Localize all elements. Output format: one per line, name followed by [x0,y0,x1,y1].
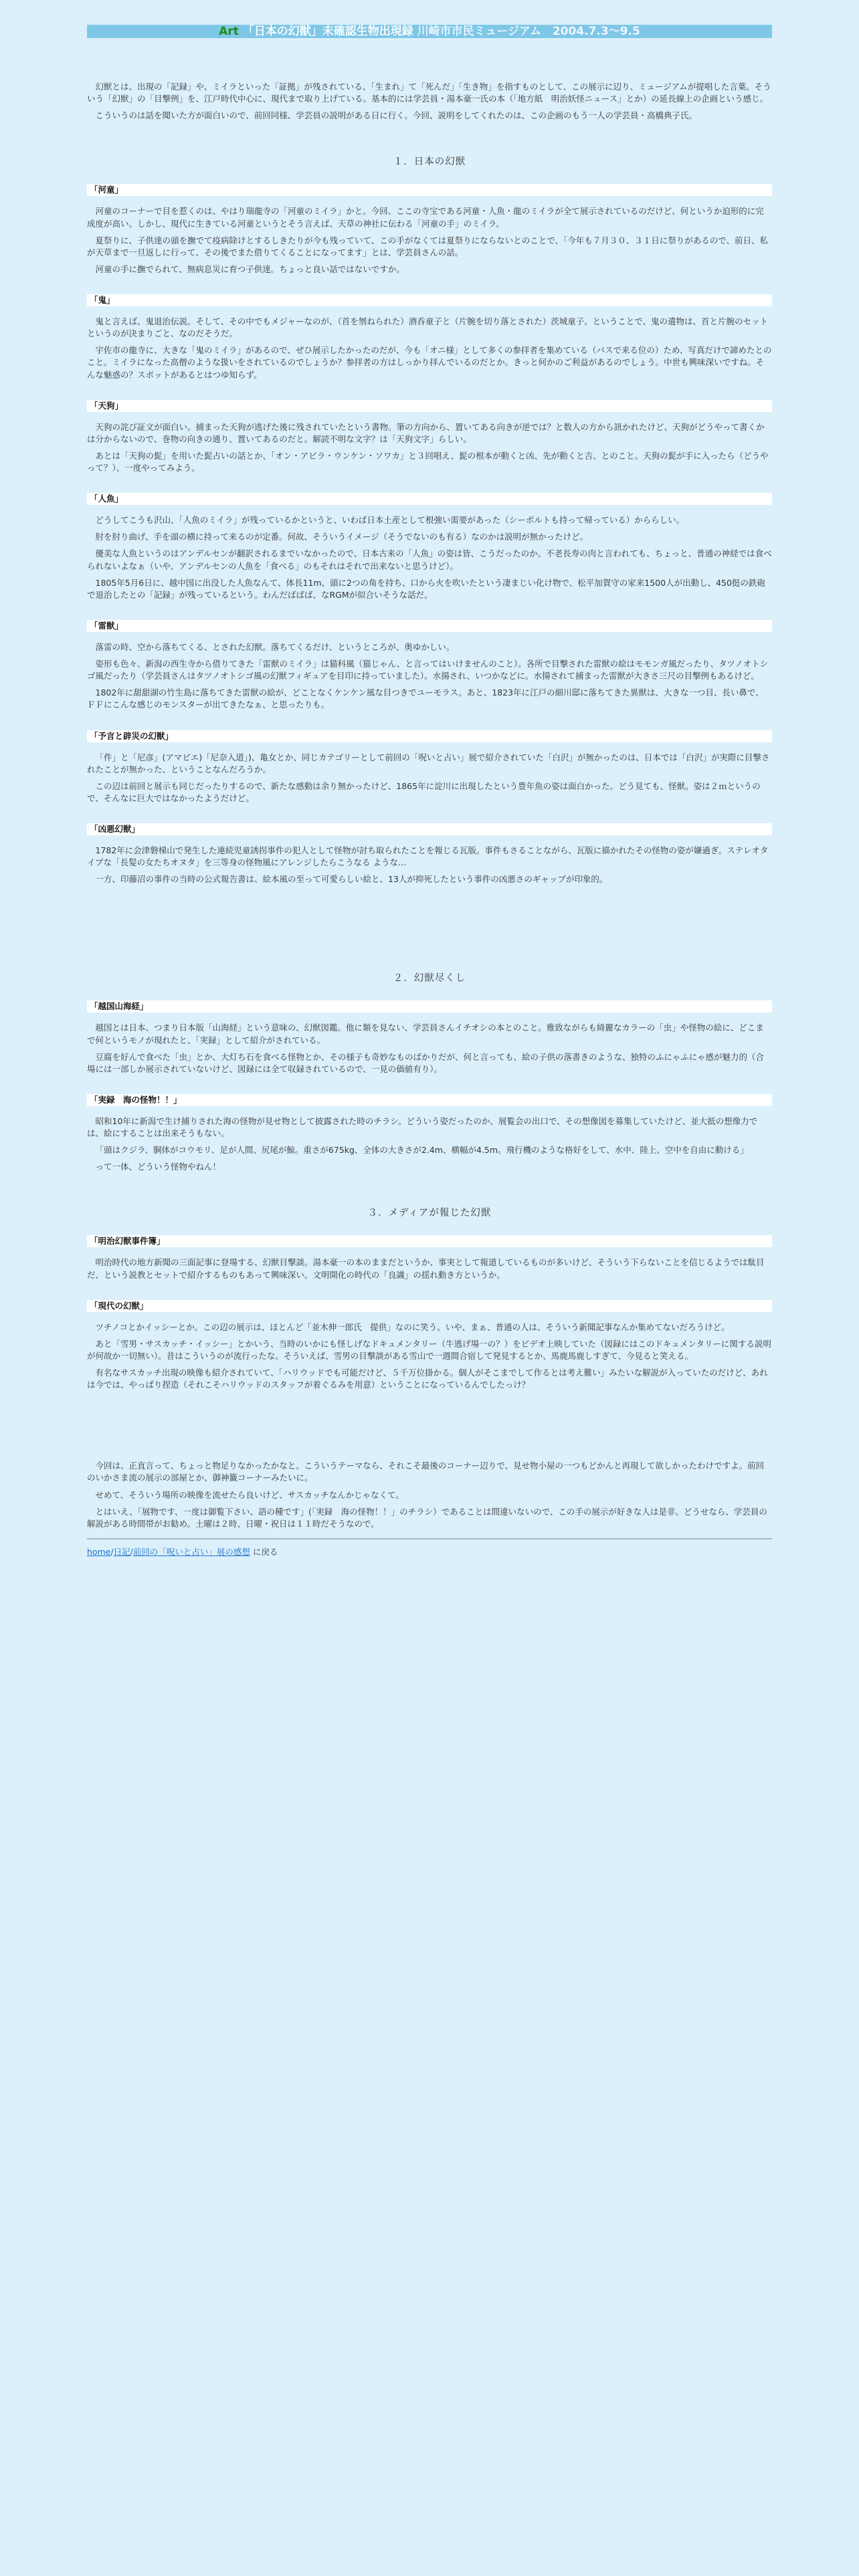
paragraph: 肘を肘り曲げ、手を頭の横に持って来るのが定番。何故、そういうイメージ（そうでないのも有る）なのかは説明が無かったけど。 [95,532,589,542]
paragraph: 豆腐を好んで食べた「虫」とか、大灯ち石を食べる怪物とか、その様子も奇妙なものばかりだが、何と言っても、絵の子供の落書きのような、独特のふにゃふにゃ感が魅力的（合場には一部しか展示されていないけど、図録には全て収録されているので、一見の価値有り）。 [87,1051,765,1074]
section [87,294,772,381]
paragraph: 幻獣とは、出現の「記録」や、ミイラといった「証拠」が残されている、「生まれ」て「死んだ」「生き物」を指すものとして、この展示に辺り、ミュージアムが提唱した言葉。そういう「幻獣」の「目撃例」を、江戸時代中心に、現代まで取り上げている。基本的には学芸員・湯本豪一氏の本（「地方紙 明治妖怪ニュース」とか）の延長線上の企画という感じ。 [87,82,771,104]
paragraph: 有名なサスカッチ出現の映像も紹介されていて、「ハリウッドでも可能だけど、５千万位掛かる。個人がそこまでして作るとは考え難い」みたいな解説が入っていたのだけど、あれは今では、やっぱり捏造（それこそハリウッドのスタッフが着ぐるみを用意）ということになっているんでしたっけ？ [87,1368,768,1390]
divider [87,1538,772,1539]
section-heading: 「鬼」 [87,294,772,306]
diary-link[interactable]: 日記 [113,1546,130,1557]
paragraph: 一方、印藤沼の事件の当時の公式報告書は、絵本風の至って可愛らしい絵と、13人が抑死したという事件の凶悪さのギャップが印象的。 [95,874,608,885]
paragraph: 今回は、正直言って、ちょっと物足りなかったかなと。こういうテーマなら、それこそ最後のコーナー辺りで、見せ物小屋の一つもどかんと再現して欲しかったわけですよ。前回のいかさま流の展示の部屋とか、御神籤コーナーみたいに。 [87,1461,765,1483]
chapter-1-body [87,184,772,885]
section [87,1300,772,1392]
title-venue: 川崎市市民ミュージアム 2004.7.3〜9.5 [417,25,640,38]
paragraph: 優美な人魚というのはアンデルセンが翻訳されるまでいなかったので、日本古来の「人魚」の姿は皆、こうだったのか。不老長寿の肉と言われても、ちょっと、普通の神経では食べられないよなぁ（いや、アンデルセンの人魚を「食べる」のもそれはそれで出来ないと思うけど）。 [87,548,772,571]
page-title-banner [87,25,772,38]
paragraph: 1802年に甜甜湖の竹生島に落ちてきた雷獣の絵が、どことなくケンケン風な目つきでユーモラス。あと、1823年に江戸の細川邸に落ちてきた異獣は、大きな一つ目、長い鼻で、ＦＦにこんな感じのモンスターが出てきたなぁ、と思ったりも。 [87,687,764,710]
paragraph: ツチノコとかイッシーとか。この辺の展示は、ほとんど「並木伸一郎氏 提供」なのに笑う。いや、まぁ、普通の人は、そういう新聞記事なんか集めてないだろうけど。 [95,1321,730,1332]
paragraph: 「頭はクジラ、胴体がコウモリ、足が人間、尻尾が鯨。重さが675kg、全体の大きさが2.4m、横幅が4.5m。飛行機のような格好をして、水中、陸上、空中を自由に動ける」 [95,1145,749,1156]
paragraph: 明治時代の地方新聞の三面記事に登場する、幻獣目撃談。湯本豪一の本のままだというか、事実として報道しているものが多いけど、そういう下らないことを信じるようでは駄目だ、という説教とセットで紹介するものもあって興味深い。文明開化の時代の「良識」の揺れ動き方というか。 [87,1257,765,1280]
page [87,0,772,1558]
closing-remarks [87,1460,772,1530]
section [87,823,772,885]
section-heading: 「雷獣」 [87,620,772,632]
paragraph: 河童の手に撫でられて、無病息災に育つ子供達。ちょっと良い話ではないですか。 [95,263,405,274]
section-heading: 「越国山海経」 [87,1000,772,1012]
section-heading: 「河童」 [87,184,772,196]
chapter-3-body [87,1235,772,1391]
section [87,184,772,276]
section-heading: 「予言と辟災の幻獣」 [87,730,772,742]
chapter-heading: ３．メディアが報じた幻獣 [367,1208,492,1219]
section [87,493,772,601]
paragraph: 越国とは日本、つまり日本版「山海経」という意味の、幻獣図鑑。他に類を見ない、学芸員さんイチオシの本とのこと。雅致ながらも綺麗なカラーの「虫」や怪物の絵に、どこまで何というモノが現れたと、「実録」として紹介がされている。 [87,1023,764,1045]
section-heading: 「凶悪幻獣」 [87,823,772,835]
section-heading: 「人魚」 [87,493,772,505]
home-link[interactable]: home [87,1546,111,1557]
chapter-heading: １．日本の幻獣 [393,156,466,168]
paragraph: この辺は前回と展示も同じだったりするので、新たな感動は余り無かったけど、1865年に淀川に出現したという豊年魚の姿は面白かった。どう見ても、怪獣。姿は２ｍというので、そんなに巨大ではなかったようだけど。 [87,780,761,803]
section [87,400,772,475]
chapter-2-body [87,1000,772,1173]
paragraph: 天狗の詫び証文が面白い。捕まった天狗が逃げた後に残されていたという書物。筆の方向から、置いてある向きが逆では？と数人の方から訊かれたけど、天狗がどうやって書くかは分からないので、巻物の向きの通り、置いてあるのだと。解読不明な文字？は「天狗文字」らしい。 [87,421,765,444]
section-heading: 「現代の幻獣」 [87,1300,772,1312]
section [87,620,772,712]
paragraph: 宇佐市の龍寺に、大きな「鬼のミイラ」があるので、ぜひ展示したかったのだが、今も「オニ様」として多くの参拝者を集めている（バスで来る位の）ため、写真だけで諦めたとのこと。ミイラになった高僧のような扱いをされているのでしょうか？参拝者の方はしっかり拝んでいるのだとか。きっと何かのご利益があるのでしょう。中世も興味深いですね。そんな魅惑の？スポットがあるとはつゆ知らず。 [87,345,772,380]
previous-review-link[interactable]: 前回の「呪いと占い」展の感想 [132,1546,250,1557]
section [87,1094,772,1174]
paragraph: 夏祭りに、子供達の頭を撫でて疫病除けとするしきたりが今も残っていて、この手がなくては夏祭りにならないとのことで、「今年も７月３０、３１日に祭りがあるので、前日、私が天草まで一旦返しに行って、その後でまた借りてくることになってます」とは、学芸員さんの話。 [87,235,769,257]
title-main: 「日本の幻獣」未確認生物出現録 [242,25,413,38]
paragraph: 鬼と言えば、鬼退治伝説。そして、その中でもメジャーなのが、（首を刎ねられた）酒呑童子と（片腕を切り落とされた）茨城童子。ということで、鬼の遺物は、首と片腕のセットというのが決まりごと、なのだそうだ。 [87,316,769,339]
title-art: Art [219,25,239,38]
section [87,1235,772,1281]
paragraph: 1782年に会津磐梯山で発生した連続児童誘拐事件の犯人として怪物が討ち取られたことを報じる瓦版。事件もさることながら、瓦版に描かれたその怪物の姿が嫌過ぎ。ステレオタイプな「長髪の女たちオヌタ」を三等身の怪物風にアレンジしたらこうなる ような… [87,845,769,868]
paragraph: あとは「天狗の髭」を用いた髭占いの話とか、「オン・アビラ・ウンケン・ソワカ」と３回唱え、髭の根本が動くと凶、先が動くと吉、とのこと。天狗の髭が手に入ったら（どうやって？）、一度やってみよう。 [87,450,769,473]
paragraph: あと「雪男・サスカッチ・イッシー」とかいう、当時のいかにも怪しげなドキュメンタリー（牛逃げ場一の？）をビデオ上映していた（図録にはこのドキュメンタリーに関する説明が何故か一切無い）。昔はこういうのが流行ったな。そういえば、雪男の目撃談がある雪山で一週間合宿して発見するとか、馬鹿馬鹿しすぎて、今見ると笑える。 [87,1338,771,1361]
intro [87,81,772,122]
paragraph: とはいえ、「展物です、一度は御覧下さい、語の種です」(「実録 海の怪物！！」のチラシ）であることは間違いないので、この手の展示が好きな人は是非。どうせなら、学芸員の解説がある時間帯がお勧め。土曜は２時、日曜・祝日は１１時だそうなので。 [87,1506,767,1529]
section-heading: 「明治幻獣事件簿」 [87,1235,772,1247]
paragraph: 河童のコーナーで目を惹くのは、やはり瑞龍寺の「河童のミイラ」かと。今回、ここの寺宝である河童・人魚・龍のミイラが全て展示されているのだけど、何というか迫形的に完成度が高い。しかし、現代に生きている河童というとそう言えば、天草の神社に伝わる「河童の手」のミイラ。 [87,206,764,229]
footer-nav: home/日記/前回の「呪いと占い」展の感想 に戻る [87,1546,278,1557]
section [87,1000,772,1075]
paragraph: 落雷の時、空から落ちてくる、とされた幻獣。落ちてくるだけ、というところが、奥ゆかしい。 [95,641,455,652]
chapter-heading: ２．幻獣尽くし [393,973,466,984]
paragraph: どうしてこうも沢山、「人魚のミイラ」が残っているかというと、いわば日本土産として根強い需要があった（シーボルトも持って帰っている）かららしい。 [95,515,685,526]
paragraph: 「件」と「尼彦」(アマビエ)「尼奈入道」)、亀女とか、同じカテゴリーとして前回の「呪いと占い」展で紹介されていた「白沢」が無かったのは、日本では「白沢」が実際に目撃されたことが無かった、ということなんだろうか。 [87,752,770,774]
section [87,730,772,805]
paragraph: 1805年5月6日に、越中国に出没した人魚なんて、体長11m、頭に2つの角を持ち、口から火を吹いたという凄まじい化け物で、松平加賀守の家来1500人が出動し、450挺の鉄砲で退治したとの「記録」が残っているという。わんだばばば、なRGMが似合いそうな話だ。 [87,577,765,600]
paragraph: こういうのは話を聞いた方が面白いので、前回同様、学芸員の説明がある日に行く。今回、説明をしてくれたのは、この企画のもう一人の学芸員・高橋典子氏。 [95,110,698,121]
paragraph: 昭和10年に新潟で生け捕りされた海の怪物が見せ物として披露された時のチラシ。どういう姿だったのか、展覧会の出口で、その想像図を募集していたけど、並大抵の想像力では、絵にすることは出来そうもない。 [87,1115,758,1139]
back-text: に戻る [252,1546,278,1557]
paragraph: せめて、そういう場所の映像を流せたら良いけど、サスカッチなんかじゃなくて。 [95,1489,404,1500]
section-heading: 「天狗」 [87,400,772,412]
paragraph: って一体、どういう怪物やねん！ [95,1162,221,1172]
section-heading: 「実録 海の怪物！！」 [87,1094,772,1106]
paragraph: 姿形も色々、新潟の西生寺から借りてきた「雷獣のミイラ」は猫科風（猫じゃん、と言ってはいけませんのこと）。各所で目撃された雷獣の絵はモモンガ風だったり、タツノオトシゴ風だったり（学芸員さんはタツノオトシゴ風の幻獣フィギュアを目印に持っていました）。水揚され、いつかなどに。水揚されて捕まった雷獣が大きさ三尺の目撃例もあるけど。 [87,659,769,681]
